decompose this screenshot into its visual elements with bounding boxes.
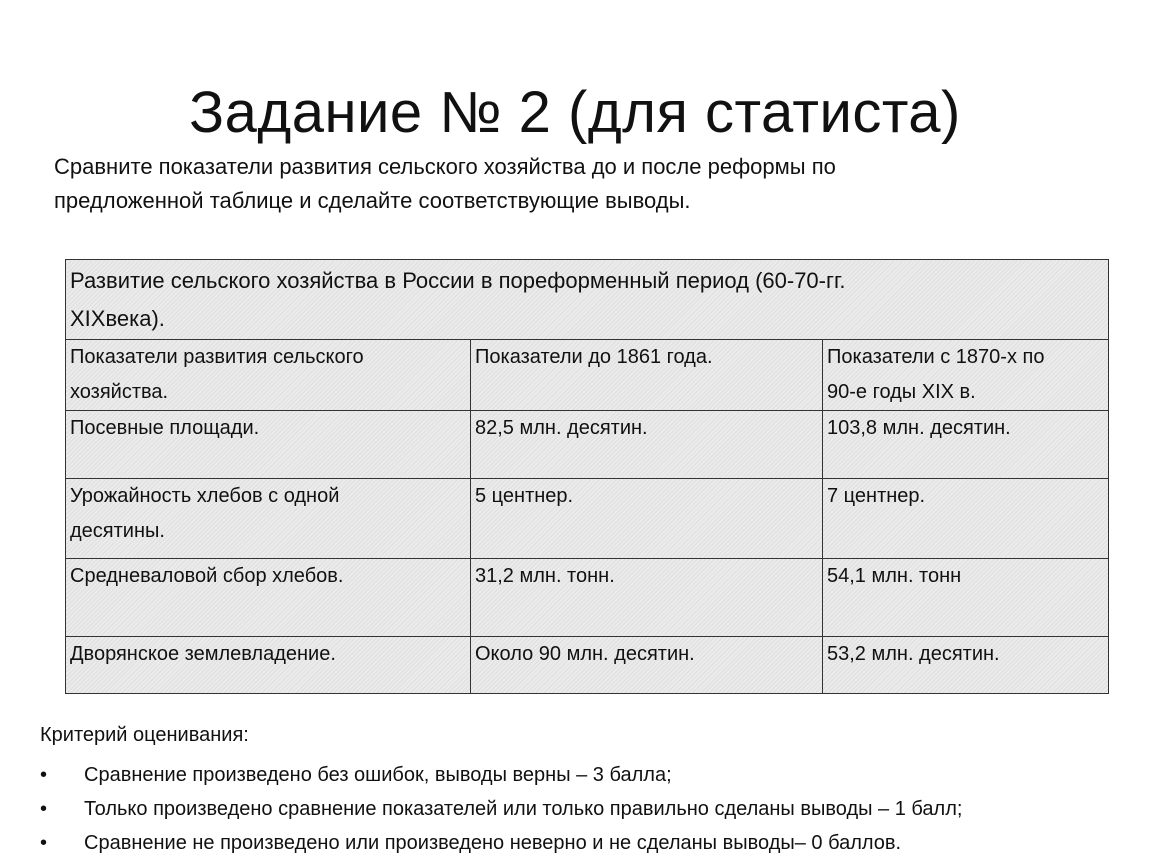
header-after-1870 xyxy=(823,340,1109,411)
header-after-line-2: 90-е годы XIX в. xyxy=(827,381,976,403)
table-caption-row xyxy=(66,260,1109,340)
header-indicator xyxy=(66,340,471,411)
row-indicator xyxy=(66,637,471,694)
header-indicator-line-1: Показатели развития сельского xyxy=(70,346,364,368)
criteria-item-text: Только произведено сравнение показателей или только правильно сделаны выводы – 1 балл; xyxy=(84,798,963,820)
header-before-line-1: Показатели до 1861 года. xyxy=(475,346,713,368)
table-caption-line-2: XIXвека). xyxy=(70,306,165,331)
row-indicator xyxy=(66,411,471,479)
criteria-title: Критерий оценивания: xyxy=(40,724,249,746)
row-after-value: 53,2 млн. десятин. xyxy=(823,637,1109,694)
row-indicator xyxy=(66,479,471,559)
row-indicator-text: Посевные площади. xyxy=(70,417,260,439)
bullet-icon: • xyxy=(40,832,48,854)
table-caption xyxy=(66,260,1109,340)
row-indicator-text: Дворянское землевладение. xyxy=(70,643,336,665)
criteria-item-text: Сравнение произведено без ошибок, выводы верны – 3 балла; xyxy=(84,764,672,786)
header-before-1861 xyxy=(471,340,823,411)
criteria-item-text: Сравнение не произведено или произведено неверно и не сделаны выводы– 0 баллов. xyxy=(84,832,902,854)
bullet-icon: • xyxy=(40,764,48,786)
criteria-item xyxy=(40,758,962,792)
row-indicator-text-line-2: десятины. xyxy=(70,520,165,542)
agriculture-table xyxy=(65,259,1109,694)
slide-title: Задание № 2 (для статиста) xyxy=(189,79,961,145)
table-row xyxy=(66,637,1109,694)
task-description-line-2: предложенной таблице и сделайте соответствующие выводы. xyxy=(54,188,691,213)
table-row xyxy=(66,479,1109,559)
row-after-value: 7 центнер. xyxy=(823,479,1109,559)
row-after-value: 54,1 млн. тонн xyxy=(823,559,1109,637)
row-indicator-text: Урожайность хлебов с одной xyxy=(70,485,340,507)
table-row xyxy=(66,559,1109,637)
criteria-item xyxy=(40,792,962,826)
row-indicator xyxy=(66,559,471,637)
header-indicator-line-2: хозяйства. xyxy=(70,381,169,403)
row-after-value: 103,8 млн. десятин. xyxy=(823,411,1109,479)
row-before-value: 82,5 млн. десятин. xyxy=(471,411,823,479)
header-after-line-1: Показатели с 1870-х по xyxy=(827,346,1045,368)
task-description-line-1: Сравните показатели развития сельского хозяйства до и после реформы по xyxy=(54,154,836,179)
table-caption-line-1: Развитие сельского хозяйства в России в пореформенный период (60-70-гг. xyxy=(70,268,846,293)
task-description xyxy=(54,150,1114,218)
criteria-item xyxy=(40,826,962,860)
row-indicator-text: Средневаловой сбор хлебов. xyxy=(70,565,344,587)
row-before-value: Около 90 млн. десятин. xyxy=(471,637,823,694)
criteria-list xyxy=(40,758,962,860)
row-before-value: 31,2 млн. тонн. xyxy=(471,559,823,637)
row-before-value: 5 центнер. xyxy=(471,479,823,559)
table-row xyxy=(66,411,1109,479)
bullet-icon: • xyxy=(40,798,48,820)
table-header-row xyxy=(66,340,1109,411)
